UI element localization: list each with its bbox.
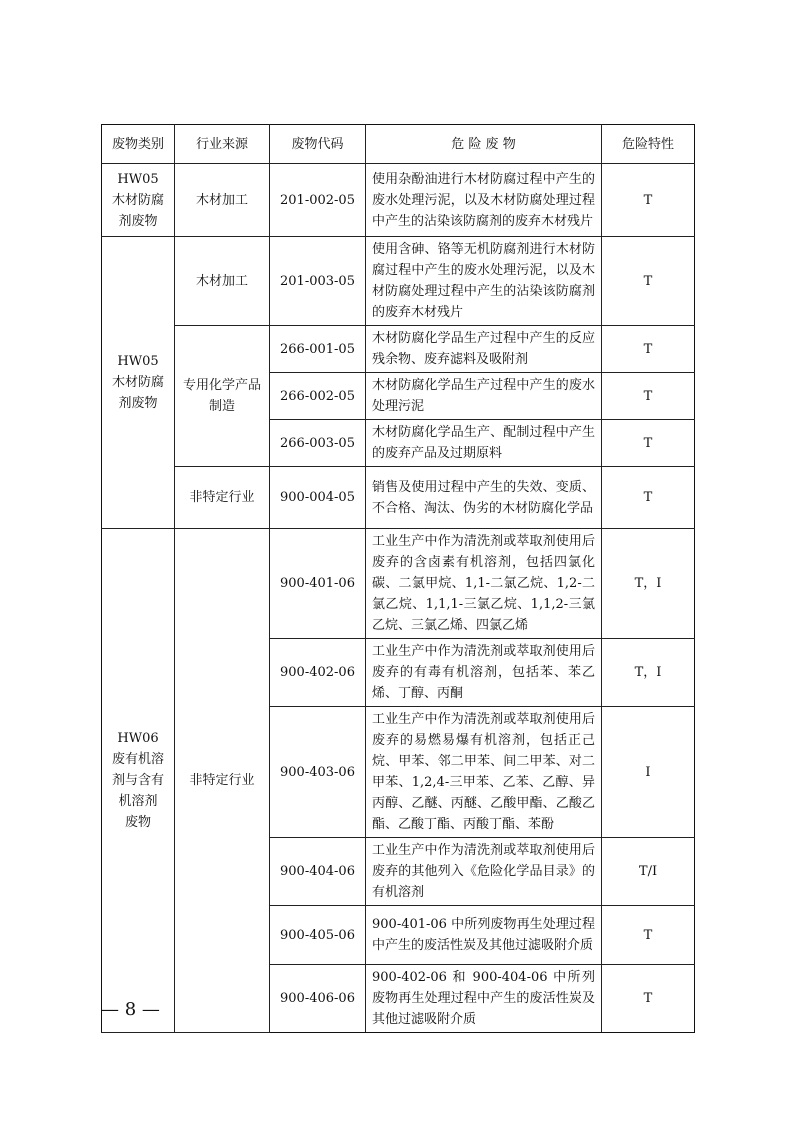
cell-risk: T (602, 237, 695, 326)
page-number: — 8 — (101, 999, 160, 1020)
cell-source: 非特定行业 (175, 529, 270, 1033)
cell-risk: T，I (602, 529, 695, 639)
table-row (102, 326, 695, 373)
cell-code: 900-404-06 (270, 838, 366, 906)
cell-category: HW05 木材防腐 剂废物 (102, 237, 175, 529)
cell-risk: T，I (602, 639, 695, 707)
cell-description: 工业生产中作为清洗剂或萃取剂使用后废弃的易燃易爆有机溶剂，包括正己烷、甲苯、邻二甲苯、间二甲苯、对二甲苯、1,2,4-三甲苯、乙苯、乙醇、异丙醇、乙醚、丙醚、乙酸甲酯、乙酸乙酯、乙酸丁酯、丙酸丁酯、苯酚 (366, 707, 602, 838)
cell-description: 使用含砷、铬等无机防腐剂进行木材防腐过程中产生的废水处理污泥，以及木材防腐处理过程中产生的沾染该防腐剂的废弃木材残片 (366, 237, 602, 326)
cell-description: 销售及使用过程中产生的失效、变质、不合格、淘汰、伪劣的木材防腐化学品 (366, 467, 602, 529)
cell-description: 900-401-06 中所列废物再生处理过程中产生的废活性炭及其他过滤吸附介质 (366, 906, 602, 965)
table-row (102, 467, 695, 529)
header-waste: 危 险 废 物 (366, 125, 602, 164)
cell-code: 266-002-05 (270, 373, 366, 420)
cell-category: HW06 废有机溶 剂与含有 机溶剂 废物 (102, 529, 175, 1033)
header-source: 行业来源 (175, 125, 270, 164)
cell-description: 900-402-06 和 900-404-06 中所列废物再生处理过程中产生的废活性炭及其他过滤吸附介质 (366, 965, 602, 1033)
cell-description: 木材防腐化学品生产过程中产生的废水处理污泥 (366, 373, 602, 420)
cell-code: 201-002-05 (270, 164, 366, 237)
table-row (102, 529, 695, 639)
table-header-row (102, 125, 695, 164)
cell-source: 非特定行业 (175, 467, 270, 529)
cell-code: 201-003-05 (270, 237, 366, 326)
cell-code: 266-001-05 (270, 326, 366, 373)
cell-code: 900-402-06 (270, 639, 366, 707)
header-risk: 危险特性 (602, 125, 695, 164)
table-row (102, 164, 695, 237)
table-row (102, 237, 695, 326)
cell-description: 工业生产中作为清洗剂或萃取剂使用后废弃的含卤素有机溶剂，包括四氯化碳、二氯甲烷、1,1-二氯乙烷、1,2-二氯乙烷、1,1,1-三氯乙烷、1,1,2-三氯乙烷、三氯乙烯、四氯乙烯 (366, 529, 602, 639)
cell-code: 900-004-05 (270, 467, 366, 529)
cell-source: 专用化学产品制造 (175, 326, 270, 467)
cell-code: 266-003-05 (270, 420, 366, 467)
cell-risk: T (602, 906, 695, 965)
cell-source: 木材加工 (175, 237, 270, 326)
cell-risk: T (602, 326, 695, 373)
cell-code: 900-406-06 (270, 965, 366, 1033)
header-category: 废物类别 (102, 125, 175, 164)
hazardous-waste-table (101, 124, 695, 1033)
cell-description: 使用杂酚油进行木材防腐过程中产生的废水处理污泥，以及木材防腐处理过程中产生的沾染该防腐剂的废弃木材残片 (366, 164, 602, 237)
cell-risk: T (602, 467, 695, 529)
cell-risk: T (602, 164, 695, 237)
cell-source: 木材加工 (175, 164, 270, 237)
cell-risk: T/I (602, 838, 695, 906)
cell-code: 900-401-06 (270, 529, 366, 639)
header-code: 废物代码 (270, 125, 366, 164)
cell-risk: I (602, 707, 695, 838)
cell-code: 900-403-06 (270, 707, 366, 838)
cell-risk: T (602, 420, 695, 467)
cell-description: 工业生产中作为清洗剂或萃取剂使用后废弃的有毒有机溶剂，包括苯、苯乙烯、丁醇、丙酮 (366, 639, 602, 707)
cell-risk: T (602, 373, 695, 420)
cell-description: 木材防腐化学品生产过程中产生的反应残余物、废弃滤料及吸附剂 (366, 326, 602, 373)
cell-description: 工业生产中作为清洗剂或萃取剂使用后废弃的其他列入《危险化学品目录》的有机溶剂 (366, 838, 602, 906)
table-body (102, 164, 695, 1033)
cell-category: HW05 木材防腐 剂废物 (102, 164, 175, 237)
cell-description: 木材防腐化学品生产、配制过程中产生的废弃产品及过期原料 (366, 420, 602, 467)
cell-risk: T (602, 965, 695, 1033)
cell-code: 900-405-06 (270, 906, 366, 965)
